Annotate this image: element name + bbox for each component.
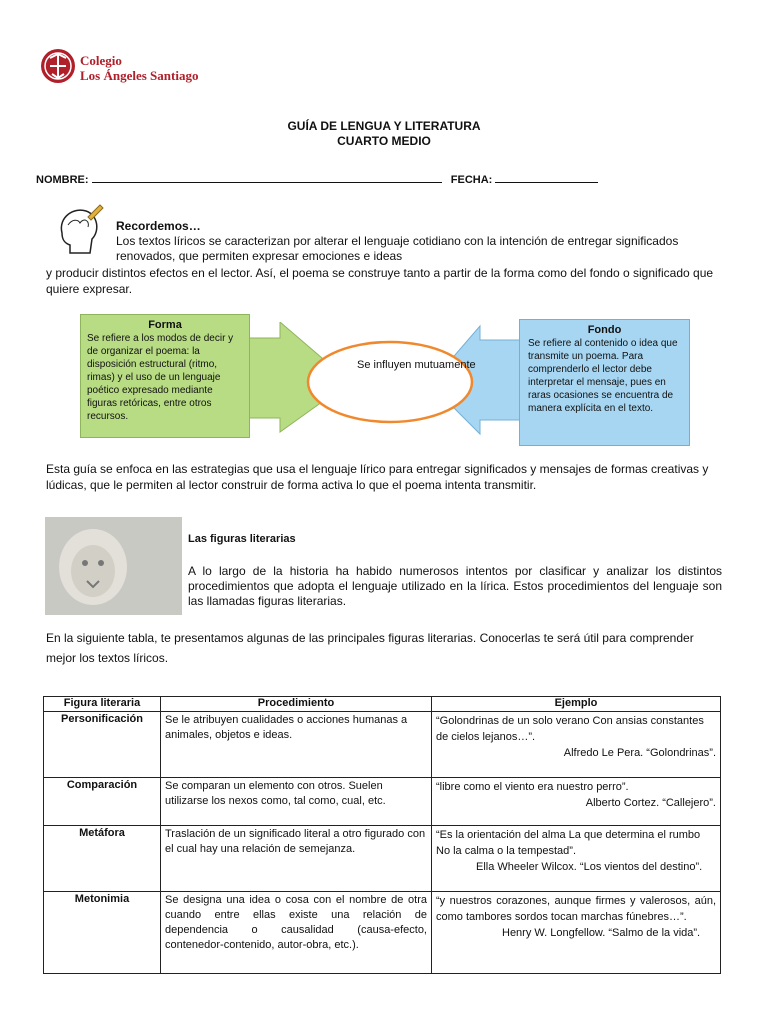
procedure-cell: Se le atribuyen cualidades o acciones humanas a animales, objetos e ideas. (161, 712, 432, 778)
thinking-head-icon (54, 203, 106, 261)
header-procedure: Procedimiento (161, 697, 432, 712)
table-row (44, 826, 721, 892)
name-field[interactable] (92, 172, 442, 183)
example-cell (432, 892, 721, 974)
table-header-row (44, 697, 721, 712)
figure-cell: Metonimia (44, 892, 161, 974)
recordemos-continuation: y producir distintos efectos en el lector. Así, el poema se construye tanto a partir de la forma como del fondo o significado que quiere expresar. (46, 266, 714, 296)
example-cell (432, 778, 721, 826)
example-author: Ella Wheeler Wilcox. “Los vientos del destino”. (476, 861, 703, 873)
figures-table (43, 696, 721, 974)
lion-image (45, 517, 182, 615)
intro-paragraph: Esta guía se enfoca en las estrategias que usa el lenguaje lírico para entregar significados y mensajes de formas creativas y lúdicas, que le permiten al lector construir de forma activa lo que el poema intenta transmitir. (46, 462, 709, 492)
header-example: Ejemplo (432, 697, 721, 712)
figure-cell: Comparación (44, 778, 161, 826)
table-intro: En la siguiente tabla, te presentamos algunas de las principales figuras literarias. Conocerlas te será útil para comprender mejor los textos líricos. (46, 631, 694, 665)
example-cell (432, 826, 721, 892)
example-text: “libre como el viento era nuestro perro”. (436, 781, 629, 793)
example-text: “Golondrinas de un solo verano Con ansias constantes de cielos lejanos…”. (436, 715, 704, 743)
figure-cell: Personificación (44, 712, 161, 778)
figures-body: A lo largo de la historia ha habido numerosos intentos por clasificar y analizar los distintos procedimientos que adopta el lenguaje utilizado en la lírica. Estos procedimientos del lenguaje son las llamadas figuras literarias. (188, 564, 722, 608)
date-label: FECHA: (450, 174, 493, 186)
page-title: GUÍA DE LENGUA Y LITERATURA (287, 119, 481, 133)
forma-title: Forma (148, 319, 182, 331)
recordemos-body: Los textos líricos se caracterizan por alterar el lenguaje cotidiano con la intención de entregar significados renovados, que permiten expresar emociones e ideas (116, 234, 679, 263)
procedure-cell: Traslación de un significado literal a otro figurado con el cual hay una relación de semejanza. (161, 826, 432, 892)
school-logo (40, 46, 80, 88)
date-field[interactable] (495, 172, 598, 183)
school-name-line2: Los Ángeles Santiago (80, 68, 199, 83)
fondo-text: Se refiere al contenido o idea que transmite un poema. Para comprenderlo el lector debe interpretar el mensaje, pues en raras ocasiones se encuentra de manera explícita en el texto. (528, 338, 678, 414)
recordemos-title: Recordemos… (116, 219, 201, 233)
table-row (44, 712, 721, 778)
table-row (44, 892, 721, 974)
fondo-title: Fondo (587, 324, 622, 336)
example-author: Alberto Cortez. “Callejero”. (585, 797, 716, 809)
example-text: “Es la orientación del alma La que determina el rumbo No la calma o la tempestad”. (436, 829, 701, 857)
center-text: Se influyen mutuamente (357, 359, 476, 371)
school-name-line1: Colegio (80, 53, 122, 68)
figure-cell: Metáfora (44, 826, 161, 892)
procedure-cell: Se designa una idea o cosa con el nombre de otra cuando entre ellas existe una relación de dependencia o causalidad (causa-efecto, contenedor-contenido, autor-obra, etc.). (161, 892, 432, 974)
page-subtitle: CUARTO MEDIO (337, 134, 431, 148)
header-figure: Figura literaria (44, 697, 161, 712)
center-ellipse (308, 342, 472, 422)
forma-box (80, 314, 250, 438)
forma-text: Se refiere a los modos de decir y de organizar el poema: la disposición estructural (ritmo, rimas) y el uso de un lenguaje poético expresado mediante figuras retóricas, entre otros recursos. (87, 333, 234, 422)
procedure-cell: Se comparan un elemento con otros. Suelen utilizarse los nexos como, tal como, cual, etc. (161, 778, 432, 826)
name-label: NOMBRE: (36, 174, 89, 186)
student-fields (36, 172, 598, 186)
school-name (80, 53, 198, 83)
diagram-arrows (240, 322, 540, 442)
example-text: “y nuestros corazones, aunque firmes y valerosos, aún, como tambores sordos tocan marchas fúnebres…”. (436, 895, 716, 923)
example-cell (432, 712, 721, 778)
example-author: Henry W. Longfellow. “Salmo de la vida”. (502, 927, 701, 939)
figures-title: Las figuras literarias (188, 533, 296, 545)
table-row (44, 778, 721, 826)
fondo-box (519, 319, 690, 446)
example-author: Alfredo Le Pera. “Golondrinas”. (563, 747, 716, 759)
